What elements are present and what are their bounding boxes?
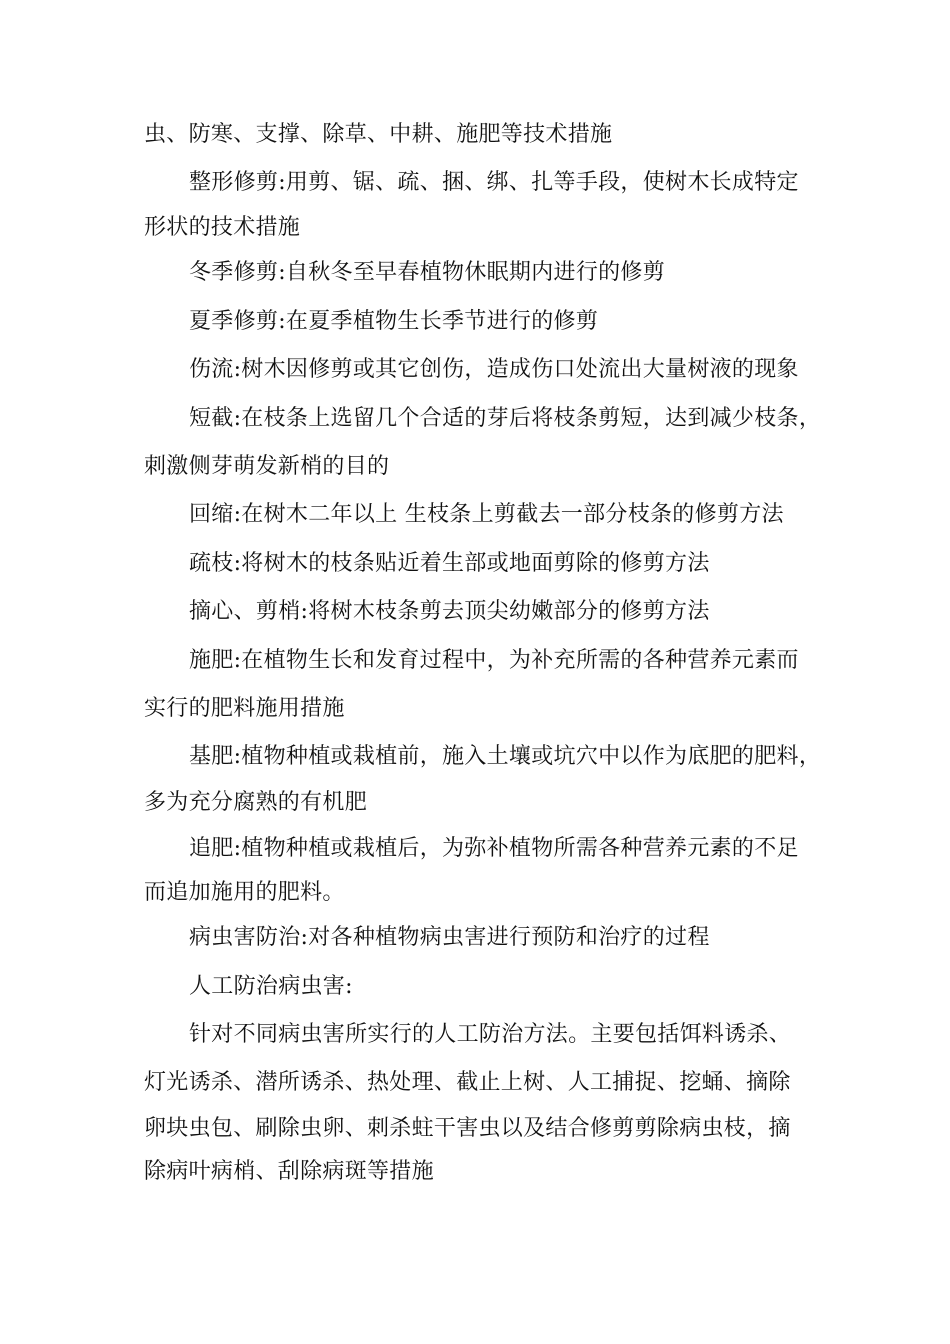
text-line: 摘心、剪梢:将树木枝条剪去顶尖幼嫩部分的修剪方法 bbox=[189, 599, 710, 624]
text-line: 形状的技术措施 bbox=[144, 215, 301, 240]
text-line: 针对不同病虫害所实行的人工防治方法。主要包括饵料诱杀、 bbox=[189, 1022, 792, 1047]
text-line: 短截:在枝条上选留几个合适的芽后将枝条剪短，达到减少枝条， bbox=[189, 406, 822, 431]
text-line: 人工防治病虫害: bbox=[189, 974, 353, 999]
text-line: 施肥:在植物生长和发育过程中，为补充所需的各种营养元素而 bbox=[189, 648, 799, 673]
text-line: 而追加施用的肥料。 bbox=[144, 880, 345, 905]
text-line: 病虫害防治:对各种植物病虫害进行预防和治疗的过程 bbox=[189, 925, 710, 950]
text-line: 夏季修剪:在夏季植物生长季节进行的修剪 bbox=[189, 309, 599, 334]
text-line: 回缩:在树木二年以上 生枝条上剪截去一部分枝条的修剪方法 bbox=[189, 502, 784, 527]
text-line: 疏枝:将树木的枝条贴近着生部或地面剪除的修剪方法 bbox=[189, 551, 710, 576]
text-line: 整形修剪:用剪、锯、疏、捆、绑、扎等手段，使树木长成特定 bbox=[189, 170, 799, 195]
text-line: 伤流:树木因修剪或其它创伤，造成伤口处流出大量树液的现象 bbox=[189, 357, 799, 382]
text-line: 除病叶病梢、刮除病斑等措施 bbox=[144, 1159, 434, 1184]
text-line: 灯光诱杀、潜所诱杀、热处理、截止上树、人工捕捉、挖蛹、摘除 bbox=[144, 1070, 791, 1095]
text-line: 实行的肥料施用措施 bbox=[144, 696, 345, 721]
text-line: 多为充分腐熟的有机肥 bbox=[144, 790, 368, 815]
text-line: 冬季修剪:自秋冬至早春植物休眠期内进行的修剪 bbox=[189, 260, 666, 285]
text-line: 刺激侧芽萌发新梢的目的 bbox=[144, 454, 390, 479]
text-line: 卵块虫包、刷除虫卵、刺杀蛀干害虫以及结合修剪剪除病虫枝，摘 bbox=[144, 1116, 791, 1141]
text-line: 基肥:植物种植或栽植前，施入土壤或坑穴中以作为底肥的肥料， bbox=[189, 744, 822, 769]
text-line: 追肥:植物种植或栽植后，为弥补植物所需各种营养元素的不足 bbox=[189, 836, 799, 861]
text-line: 虫、防寒、支撑、除草、中耕、施肥等技术措施 bbox=[144, 122, 613, 147]
